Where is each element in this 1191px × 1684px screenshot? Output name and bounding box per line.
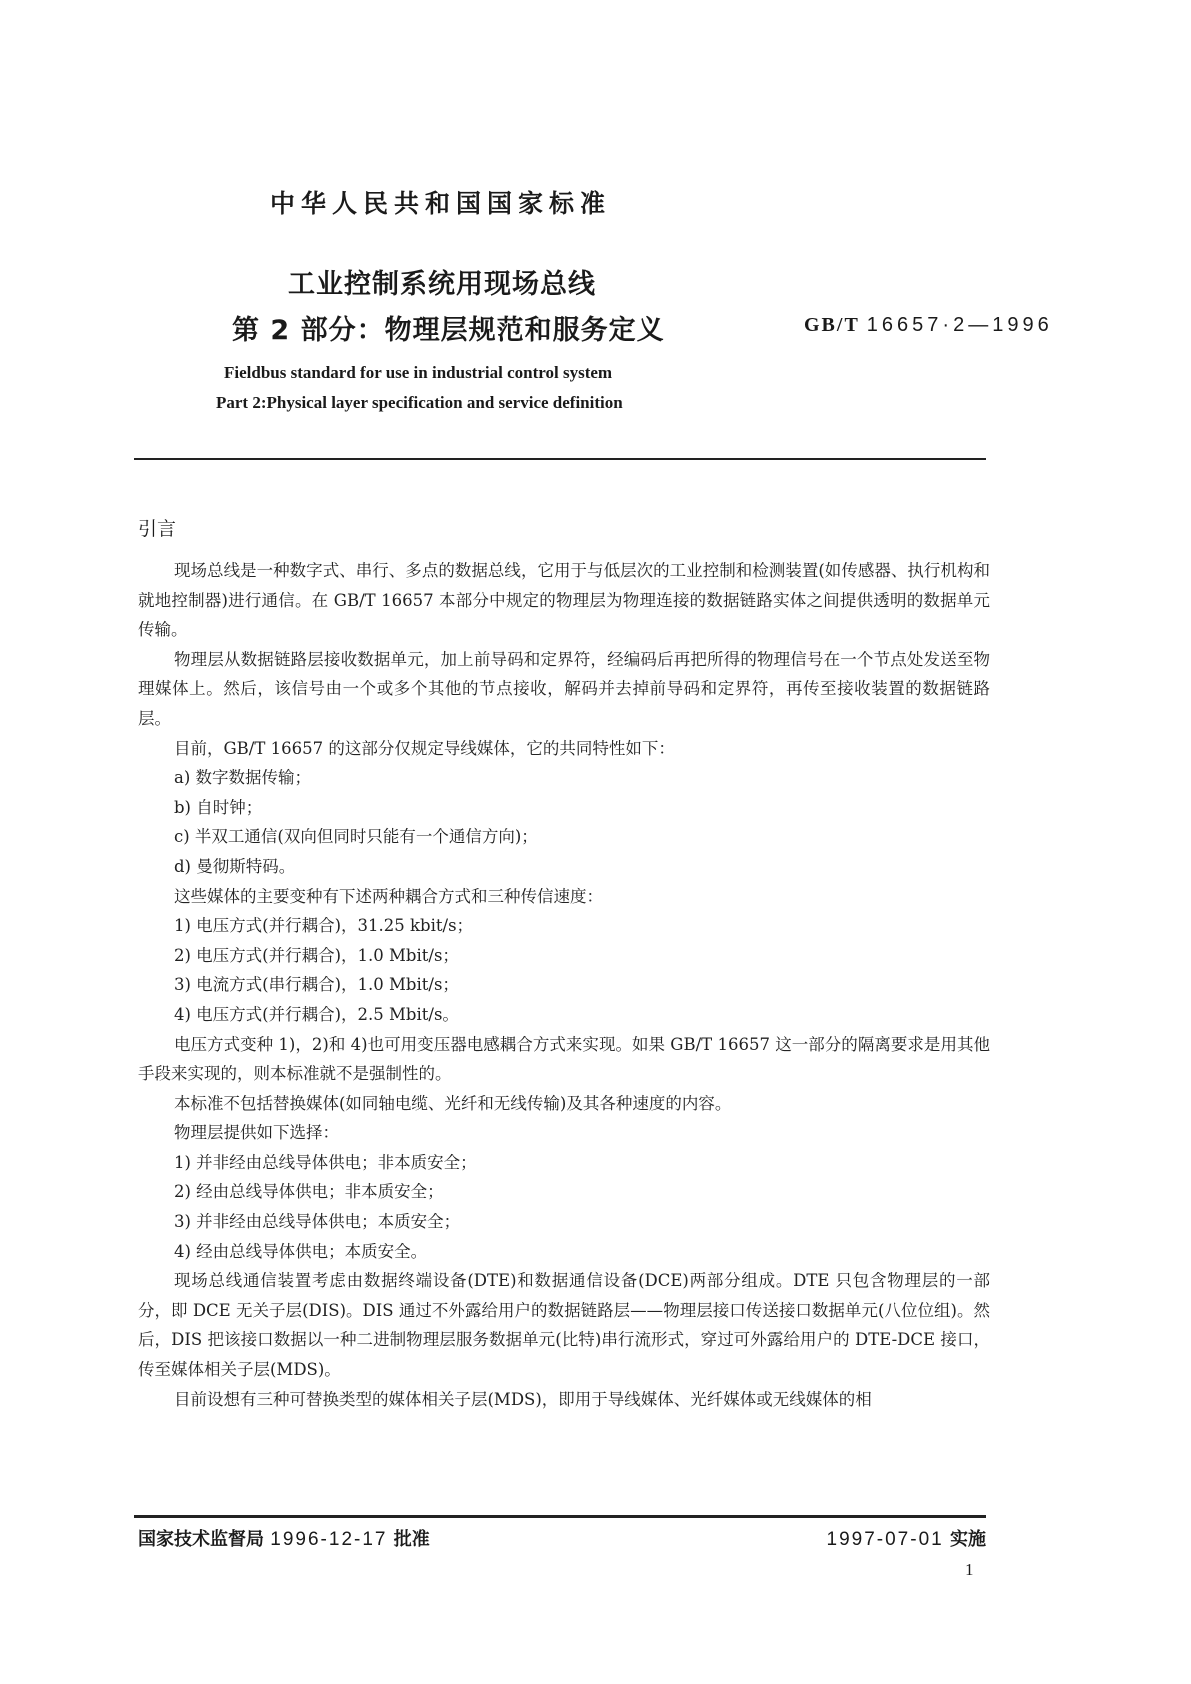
paragraph: 物理层从数据链路层接收数据单元，加上前导码和定界符，经编码后再把所得的物理信号在一个节点处发送至物理媒体上。然后，该信号由一个或多个其他的节点接收，解码并去掉前导码和定界符，再传至接收装置的数据链路层。	[138, 649, 990, 728]
effective-label: 实施	[950, 1529, 986, 1550]
paragraph: 本标准不包括替换媒体(如同轴电缆、光纤和无线传输)及其各种速度的内容。	[174, 1093, 732, 1113]
list-item: 3) 电流方式(串行耦合)，1.0 Mbit/s；	[174, 975, 459, 995]
standard-code	[804, 314, 1053, 337]
list-item: 3) 并非经由总线导体供电；本质安全；	[174, 1212, 461, 1232]
paragraph: 物理层提供如下选择：	[174, 1123, 339, 1143]
list-item: c) 半双工通信(双向但同时只能有一个通信方向)；	[174, 827, 538, 847]
paragraph: 目前，GB/T 16657 的这部分仅规定导线媒体，它的共同特性如下：	[174, 738, 675, 758]
list-item: 2) 经由总线导体供电；非本质安全；	[174, 1182, 444, 1202]
body-text	[138, 556, 990, 1414]
effective-info	[827, 1525, 986, 1551]
title-cn-line2: 第 2 部分：物理层规范和服务定义	[232, 315, 665, 346]
list-item: 1) 并非经由总线导体供电；非本质安全；	[174, 1152, 477, 1172]
page-number: 1	[965, 1560, 974, 1579]
approval-org: 国家技术监督局	[138, 1529, 264, 1550]
header-divider	[134, 458, 986, 460]
paragraph: 目前设想有三种可替换类型的媒体相关子层(MDS)，即用于导线媒体、光纤媒体或无线媒体的相	[174, 1389, 872, 1409]
paragraph: 这些媒体的主要变种有下述两种耦合方式和三种传信速度：	[174, 886, 603, 906]
list-item: 1) 电压方式(并行耦合)，31.25 kbit/s；	[174, 916, 474, 936]
paragraph: 现场总线通信装置考虑由数据终端设备(DTE)和数据通信设备(DCE)两部分组成。DTE 只包含物理层的一部分，即 DCE 无关子层(DIS)。DIS 通过不外露给用户的数据链路层——物理层接口传送接口数据单元(八位位组)。然后，DIS 把该接口数据以一种二进制物理层服务数据单元(比特)串行流形式，穿过可外露给用户的 DTE-DCE 接口，传至媒体相关子层(MDS)。	[138, 1271, 990, 1380]
approval-info	[138, 1525, 430, 1551]
list-item: d) 曼彻斯特码。	[174, 856, 296, 876]
paragraph: 电压方式变种 1)，2)和 4)也可用变压器电感耦合方式来实现。如果 GB/T 16657 这一部分的隔离要求是用其他手段来实现的，则本标准就不是强制性的。	[138, 1034, 990, 1084]
list-item: 4) 电压方式(并行耦合)，2.5 Mbit/s。	[174, 1004, 459, 1024]
section-heading: 引言	[138, 518, 177, 540]
paragraph: 现场总线是一种数字式、串行、多点的数据总线，它用于与低层次的工业控制和检测装置(如传感器、执行机构和就地控制器)进行通信。在 GB/T 16657 本部分中规定的物理层为物理连接的数据链路实体之间提供透明的数据单元传输。	[138, 561, 990, 640]
effective-date: 1997-07-01	[826, 1529, 944, 1550]
footer-divider	[134, 1515, 986, 1518]
title-cn-line1: 工业控制系统用现场总线	[288, 269, 596, 300]
title-en-line1: Fieldbus standard for use in industrial control system	[224, 363, 613, 382]
title-en-line2: Part 2:Physical layer specification and service definition	[216, 393, 623, 412]
approval-label: 批准	[393, 1529, 430, 1550]
list-item: b) 自时钟；	[174, 797, 263, 817]
approval-date: 1996-12-17	[270, 1529, 388, 1550]
list-item: 4) 经由总线导体供电；本质安全。	[174, 1241, 428, 1261]
standard-prefix: GB/T	[804, 314, 860, 336]
standard-number: 16657·2—1996	[866, 314, 1053, 336]
list-item: 2) 电压方式(并行耦合)，1.0 Mbit/s；	[174, 945, 459, 965]
list-item: a) 数字数据传输；	[174, 768, 312, 788]
national-standard-heading: 中华人民共和国国家标准	[270, 189, 612, 218]
